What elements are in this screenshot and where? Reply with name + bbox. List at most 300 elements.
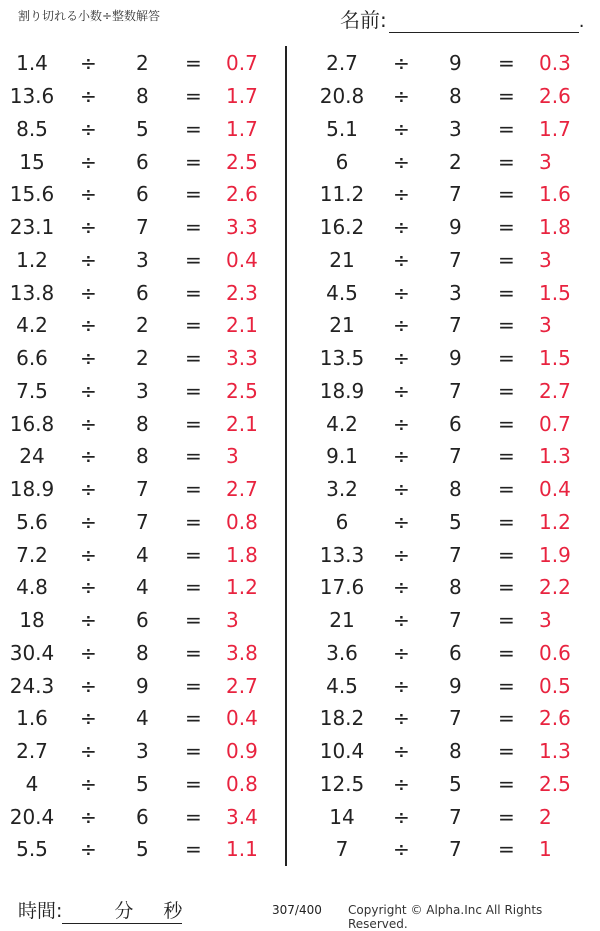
divide-sign: ÷ <box>393 509 410 534</box>
answer: 3.4 <box>226 804 258 829</box>
answer: 3 <box>539 608 552 633</box>
divisor: 8 <box>136 84 149 109</box>
divide-sign: ÷ <box>393 575 410 600</box>
divisor: 8 <box>449 477 462 502</box>
equals-sign: = <box>185 608 202 633</box>
divisor: 2 <box>136 51 149 76</box>
problem-row <box>0 440 290 473</box>
divisor: 9 <box>449 673 462 698</box>
answer: 2 <box>539 804 552 829</box>
divisor: 3 <box>136 378 149 403</box>
dividend: 13.8 <box>9 280 55 305</box>
divisor: 3 <box>136 247 149 272</box>
problem-row <box>0 309 290 342</box>
divide-sign: ÷ <box>80 706 97 731</box>
equals-sign: = <box>498 509 515 534</box>
worksheet-title: 割り切れる小数÷整数解答 <box>18 9 161 23</box>
answer: 1.1 <box>226 837 258 862</box>
divisor: 9 <box>136 673 149 698</box>
problem-row <box>0 375 290 408</box>
problem-row <box>0 604 290 637</box>
answer: 0.6 <box>539 640 571 665</box>
dividend: 4.2 <box>326 411 358 436</box>
divide-sign: ÷ <box>393 673 410 698</box>
divisor: 2 <box>136 346 149 371</box>
answer: 2.6 <box>539 706 571 731</box>
problem-row <box>0 669 290 702</box>
answer: 2.2 <box>539 575 571 600</box>
dividend: 4 <box>25 771 39 796</box>
answer: 0.9 <box>226 739 258 764</box>
divide-sign: ÷ <box>80 444 97 469</box>
problem-row <box>0 538 290 571</box>
problem-row <box>0 80 290 113</box>
dividend: 7 <box>335 837 349 862</box>
divisor: 5 <box>136 771 149 796</box>
divide-sign: ÷ <box>80 182 97 207</box>
equals-sign: = <box>185 116 202 141</box>
answer: 1.8 <box>539 215 571 240</box>
divisor: 9 <box>449 346 462 371</box>
problem-row <box>310 407 600 440</box>
equals-sign: = <box>498 280 515 305</box>
divide-sign: ÷ <box>393 51 410 76</box>
answer: 0.7 <box>539 411 571 436</box>
equals-sign: = <box>185 378 202 403</box>
equals-sign: = <box>185 509 202 534</box>
problem-row <box>0 276 290 309</box>
answer: 1.3 <box>539 444 571 469</box>
problem-row <box>310 309 600 342</box>
dividend: 1.6 <box>16 706 48 731</box>
answer: 0.7 <box>226 51 258 76</box>
divide-sign: ÷ <box>393 771 410 796</box>
divisor: 7 <box>449 444 462 469</box>
answer: 2.7 <box>226 673 258 698</box>
problem-row <box>0 702 290 735</box>
dividend: 4.8 <box>16 575 48 600</box>
equals-sign: = <box>498 837 515 862</box>
equals-sign: = <box>185 182 202 207</box>
divisor: 3 <box>449 116 462 141</box>
equals-sign: = <box>185 411 202 436</box>
answer: 3.3 <box>226 215 258 240</box>
answer: 1.8 <box>226 542 258 567</box>
divide-sign: ÷ <box>393 149 410 174</box>
problem-row <box>0 211 290 244</box>
equals-sign: = <box>185 51 202 76</box>
divisor: 7 <box>136 509 149 534</box>
answer: 3 <box>539 313 552 338</box>
answer: 2.3 <box>226 280 258 305</box>
equals-sign: = <box>498 149 515 174</box>
divide-sign: ÷ <box>393 804 410 829</box>
answer: 3 <box>539 149 552 174</box>
dividend: 8.5 <box>16 116 48 141</box>
divisor: 4 <box>136 575 149 600</box>
divide-sign: ÷ <box>80 477 97 502</box>
equals-sign: = <box>185 444 202 469</box>
answer: 1.7 <box>226 116 258 141</box>
name-blank-line <box>389 12 579 33</box>
answer: 2.1 <box>226 411 258 436</box>
divide-sign: ÷ <box>393 608 410 633</box>
problem-row <box>310 833 600 866</box>
dividend: 18.2 <box>319 706 365 731</box>
equals-sign: = <box>185 575 202 600</box>
divisor: 8 <box>449 575 462 600</box>
divisor: 5 <box>449 771 462 796</box>
divisor: 7 <box>449 182 462 207</box>
dividend: 24.3 <box>9 673 55 698</box>
answer: 1.3 <box>539 739 571 764</box>
answer: 2.7 <box>539 378 571 403</box>
answer: 0.4 <box>539 477 571 502</box>
answer: 0.8 <box>226 771 258 796</box>
equals-sign: = <box>498 116 515 141</box>
divide-sign: ÷ <box>80 411 97 436</box>
dividend: 16.2 <box>319 215 365 240</box>
answer: 3 <box>539 247 552 272</box>
divisor: 6 <box>136 608 149 633</box>
answer: 1.2 <box>226 575 258 600</box>
divide-sign: ÷ <box>80 116 97 141</box>
name-field <box>340 4 584 33</box>
dividend: 6.6 <box>16 346 48 371</box>
dividend: 18.9 <box>9 477 55 502</box>
left-problem-column <box>0 47 290 866</box>
problem-row <box>0 473 290 506</box>
copyright-notice: Copyright © Alpha.Inc All Rights Reserved. <box>348 903 543 931</box>
equals-sign: = <box>185 804 202 829</box>
problem-row <box>310 80 600 113</box>
answer: 1.5 <box>539 280 571 305</box>
page-number: 307/400 <box>272 903 322 917</box>
divisor: 6 <box>449 640 462 665</box>
dividend: 3.6 <box>326 640 358 665</box>
equals-sign: = <box>185 640 202 665</box>
equals-sign: = <box>185 247 202 272</box>
problem-row <box>310 342 600 375</box>
problem-row <box>310 506 600 539</box>
divide-sign: ÷ <box>80 509 97 534</box>
dividend: 23.1 <box>9 215 55 240</box>
answer: 2.6 <box>226 182 258 207</box>
problem-row <box>0 506 290 539</box>
dividend: 4.5 <box>326 673 358 698</box>
divisor: 7 <box>136 215 149 240</box>
answer: 0.5 <box>539 673 571 698</box>
divisor: 7 <box>449 706 462 731</box>
dividend: 1.2 <box>16 247 48 272</box>
divisor: 8 <box>136 411 149 436</box>
answer: 3 <box>226 444 239 469</box>
divide-sign: ÷ <box>393 346 410 371</box>
divisor: 4 <box>136 706 149 731</box>
time-field <box>18 896 182 924</box>
dividend: 30.4 <box>9 640 55 665</box>
problem-row <box>310 604 600 637</box>
minutes-blank <box>62 905 114 923</box>
equals-sign: = <box>498 608 515 633</box>
problem-row <box>310 375 600 408</box>
problem-row <box>310 735 600 768</box>
dividend: 4.5 <box>326 280 358 305</box>
problem-row <box>0 800 290 833</box>
divisor: 2 <box>449 149 462 174</box>
equals-sign: = <box>498 247 515 272</box>
divide-sign: ÷ <box>393 542 410 567</box>
problem-row <box>310 702 600 735</box>
divide-sign: ÷ <box>393 378 410 403</box>
answer: 2.5 <box>539 771 571 796</box>
problem-row <box>0 244 290 277</box>
answer: 1 <box>539 837 552 862</box>
dividend: 5.1 <box>326 116 358 141</box>
equals-sign: = <box>498 215 515 240</box>
name-label: 名前: <box>340 8 387 32</box>
problem-row <box>310 145 600 178</box>
minutes-label: 分 <box>114 900 134 922</box>
answer: 1.7 <box>226 84 258 109</box>
equals-sign: = <box>498 51 515 76</box>
equals-sign: = <box>185 673 202 698</box>
dividend: 16.8 <box>9 411 55 436</box>
dividend: 20.4 <box>9 804 55 829</box>
divide-sign: ÷ <box>393 411 410 436</box>
equals-sign: = <box>185 280 202 305</box>
answer: 0.3 <box>539 51 571 76</box>
divide-sign: ÷ <box>393 116 410 141</box>
equals-sign: = <box>498 771 515 796</box>
divide-sign: ÷ <box>80 575 97 600</box>
answer: 3.8 <box>226 640 258 665</box>
divide-sign: ÷ <box>80 673 97 698</box>
equals-sign: = <box>498 444 515 469</box>
dividend: 3.2 <box>326 477 358 502</box>
divide-sign: ÷ <box>393 640 410 665</box>
problem-row <box>310 473 600 506</box>
problem-row <box>0 768 290 801</box>
problem-row <box>0 47 290 80</box>
problem-row <box>310 211 600 244</box>
answer: 1.2 <box>539 509 571 534</box>
problem-row <box>310 440 600 473</box>
divisor: 3 <box>449 280 462 305</box>
equals-sign: = <box>185 739 202 764</box>
equals-sign: = <box>185 84 202 109</box>
divisor: 6 <box>449 411 462 436</box>
dividend: 7.2 <box>16 542 48 567</box>
equals-sign: = <box>498 542 515 567</box>
problem-row <box>310 244 600 277</box>
divide-sign: ÷ <box>80 247 97 272</box>
dividend: 17.6 <box>319 575 365 600</box>
problem-row <box>0 407 290 440</box>
time-blank <box>62 896 182 924</box>
equals-sign: = <box>498 378 515 403</box>
answer: 2.5 <box>226 378 258 403</box>
divisor: 2 <box>136 313 149 338</box>
problem-row <box>0 571 290 604</box>
divisor: 4 <box>136 542 149 567</box>
answer: 1.9 <box>539 542 571 567</box>
equals-sign: = <box>498 575 515 600</box>
answer: 2.1 <box>226 313 258 338</box>
equals-sign: = <box>185 706 202 731</box>
problem-row <box>310 800 600 833</box>
answer: 2.6 <box>539 84 571 109</box>
divide-sign: ÷ <box>80 771 97 796</box>
name-dot: . <box>578 11 585 32</box>
divide-sign: ÷ <box>393 247 410 272</box>
dividend: 21 <box>329 608 355 633</box>
divide-sign: ÷ <box>80 51 97 76</box>
problem-row <box>0 637 290 670</box>
equals-sign: = <box>498 411 515 436</box>
problem-row <box>310 276 600 309</box>
divide-sign: ÷ <box>393 477 410 502</box>
answer: 0.8 <box>226 509 258 534</box>
answer: 1.5 <box>539 346 571 371</box>
equals-sign: = <box>498 346 515 371</box>
problem-row <box>0 145 290 178</box>
divisor: 7 <box>449 247 462 272</box>
divisor: 5 <box>449 509 462 534</box>
equals-sign: = <box>498 804 515 829</box>
equals-sign: = <box>498 706 515 731</box>
equals-sign: = <box>185 771 202 796</box>
divisor: 3 <box>136 739 149 764</box>
divide-sign: ÷ <box>393 739 410 764</box>
dividend: 1.4 <box>16 51 48 76</box>
divide-sign: ÷ <box>80 84 97 109</box>
problem-row <box>310 538 600 571</box>
divide-sign: ÷ <box>80 378 97 403</box>
equals-sign: = <box>185 313 202 338</box>
divisor: 7 <box>449 313 462 338</box>
dividend: 14 <box>329 804 355 829</box>
dividend: 18 <box>19 608 45 633</box>
time-label: 時間: <box>18 900 63 922</box>
divisor: 8 <box>449 739 462 764</box>
divide-sign: ÷ <box>393 313 410 338</box>
divisor: 7 <box>449 378 462 403</box>
answer: 0.4 <box>226 247 258 272</box>
problem-row <box>0 342 290 375</box>
dividend: 9.1 <box>326 444 358 469</box>
divide-sign: ÷ <box>80 542 97 567</box>
problem-row <box>310 178 600 211</box>
dividend: 15.6 <box>9 182 55 207</box>
answer: 3 <box>226 608 239 633</box>
divisor: 9 <box>449 51 462 76</box>
answer: 2.7 <box>226 477 258 502</box>
divide-sign: ÷ <box>393 837 410 862</box>
divisor: 6 <box>136 149 149 174</box>
dividend: 6 <box>335 149 349 174</box>
divide-sign: ÷ <box>80 215 97 240</box>
problem-row <box>0 178 290 211</box>
divisor: 7 <box>449 608 462 633</box>
divide-sign: ÷ <box>80 608 97 633</box>
divide-sign: ÷ <box>80 346 97 371</box>
divide-sign: ÷ <box>393 182 410 207</box>
equals-sign: = <box>498 673 515 698</box>
divisor: 7 <box>449 804 462 829</box>
dividend: 20.8 <box>319 84 365 109</box>
answer: 3.3 <box>226 346 258 371</box>
dividend: 18.9 <box>319 378 365 403</box>
dividend: 7.5 <box>16 378 48 403</box>
dividend: 4.2 <box>16 313 48 338</box>
equals-sign: = <box>498 640 515 665</box>
divisor: 6 <box>136 804 149 829</box>
divisor: 7 <box>449 837 462 862</box>
dividend: 13.6 <box>9 84 55 109</box>
divide-sign: ÷ <box>393 215 410 240</box>
problem-row <box>0 735 290 768</box>
divisor: 7 <box>136 477 149 502</box>
divide-sign: ÷ <box>80 837 97 862</box>
divide-sign: ÷ <box>393 444 410 469</box>
equals-sign: = <box>498 313 515 338</box>
right-problem-column <box>310 47 600 866</box>
dividend: 12.5 <box>319 771 365 796</box>
divisor: 8 <box>136 640 149 665</box>
divisor: 7 <box>449 542 462 567</box>
problem-row <box>310 571 600 604</box>
divisor: 6 <box>136 182 149 207</box>
problem-row <box>310 637 600 670</box>
dividend: 5.5 <box>16 837 48 862</box>
problem-row <box>0 833 290 866</box>
dividend: 5.6 <box>16 509 48 534</box>
divide-sign: ÷ <box>393 706 410 731</box>
dividend: 15 <box>19 149 45 174</box>
problem-row <box>310 768 600 801</box>
divide-sign: ÷ <box>393 280 410 305</box>
problem-row <box>310 669 600 702</box>
equals-sign: = <box>498 84 515 109</box>
dividend: 13.3 <box>319 542 365 567</box>
answer: 2.5 <box>226 149 258 174</box>
problem-row <box>310 113 600 146</box>
divide-sign: ÷ <box>80 804 97 829</box>
equals-sign: = <box>498 182 515 207</box>
dividend: 2.7 <box>16 739 48 764</box>
divisor: 5 <box>136 116 149 141</box>
equals-sign: = <box>185 837 202 862</box>
divide-sign: ÷ <box>80 739 97 764</box>
equals-sign: = <box>498 739 515 764</box>
equals-sign: = <box>185 542 202 567</box>
divisor: 6 <box>136 280 149 305</box>
problem-row <box>310 47 600 80</box>
divide-sign: ÷ <box>80 313 97 338</box>
dividend: 13.5 <box>319 346 365 371</box>
answer: 1.7 <box>539 116 571 141</box>
divisor: 8 <box>449 84 462 109</box>
seconds-blank <box>133 905 163 923</box>
divide-sign: ÷ <box>80 149 97 174</box>
equals-sign: = <box>498 477 515 502</box>
divide-sign: ÷ <box>80 280 97 305</box>
equals-sign: = <box>185 346 202 371</box>
dividend: 2.7 <box>326 51 358 76</box>
equals-sign: = <box>185 215 202 240</box>
dividend: 11.2 <box>319 182 365 207</box>
